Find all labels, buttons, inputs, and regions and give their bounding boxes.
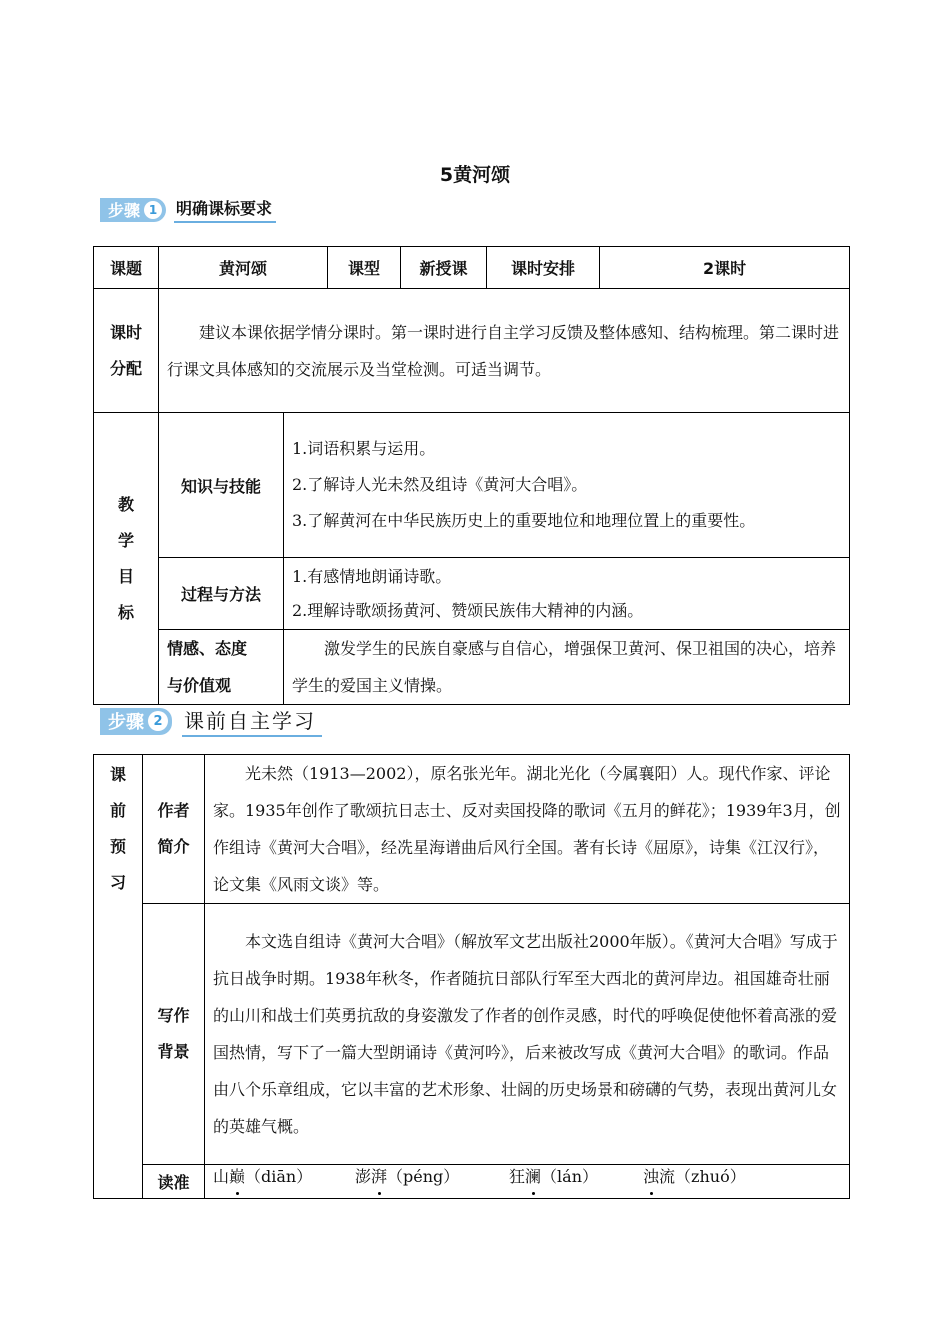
knowledge-item: 1.词语积累与运用。 <box>292 439 436 458</box>
allocation-header-line1: 课时 <box>109 322 142 342</box>
word-char: 山 <box>213 1167 230 1186</box>
author-paragraph: 光未然（1913—2002），原名张光年。湖北光化（今属襄阳）人。现代作家、评论家。1935年创作了歌颂抗日志士、反对卖国投降的歌词《五月的鲜花》；1939年3月，创作组诗《黄河大合唱》，经冼星海谱曲后风行全国。著有长诗《屈原》，诗集《江汉行》，论文集《风雨文谈》等。 <box>213 764 841 894</box>
word-pinyin: （péng） <box>387 1167 460 1186</box>
author-header <box>143 755 205 904</box>
process-content <box>284 558 850 630</box>
step-number: 1 <box>144 201 162 219</box>
schedule-value: 2课时 <box>600 247 850 289</box>
emotion-content <box>284 630 850 705</box>
word-char: 澎 <box>355 1167 372 1186</box>
process-header: 过程与方法 <box>159 558 284 630</box>
topic-value: 黄河颂 <box>159 247 328 289</box>
knowledge-item: 3.了解黄河在中华民族历史上的重要地位和地理位置上的重要性。 <box>292 511 756 530</box>
preview-header <box>94 755 143 1199</box>
background-header <box>143 904 205 1165</box>
word-char-dotted: 浊 <box>643 1167 660 1186</box>
word-pinyin: （lán） <box>541 1167 598 1186</box>
word-char: 狂 <box>509 1167 526 1186</box>
allocation-paragraph: 建议本课依据学情分课时。第一课时进行自主学习反馈及整体感知、结构梳理。第二课时进行课文具体感知的交流展示及当堂检测。可适当调节。 <box>167 322 840 379</box>
step-badge-text: 步骤 <box>108 712 144 733</box>
topic-header: 课题 <box>94 247 159 289</box>
word-char-dotted: 巅 <box>229 1167 246 1186</box>
preview-header-char: 习 <box>109 873 126 892</box>
allocation-header-line2: 分配 <box>109 358 142 378</box>
author-intro <box>205 755 850 904</box>
type-value: 新授课 <box>401 247 487 289</box>
goals-header-char: 学 <box>117 530 134 550</box>
step-badge <box>100 198 166 222</box>
word-item <box>355 1167 509 1187</box>
step-1-header <box>100 196 276 223</box>
step-label: 明确课标要求 <box>174 196 276 223</box>
step-badge-text: 步骤 <box>108 201 141 220</box>
step-number: 2 <box>148 711 168 731</box>
step-badge <box>100 708 172 735</box>
type-header: 课型 <box>328 247 401 289</box>
author-header-line1: 作者 <box>157 801 190 820</box>
step-2-header <box>100 705 322 737</box>
word-item <box>643 1167 746 1187</box>
step-label: 课前自主学习 <box>182 705 322 737</box>
process-item: 2.理解诗歌颂扬黄河、赞颂民族伟大精神的内涵。 <box>292 600 644 620</box>
goals-header-char: 标 <box>117 602 134 622</box>
goals-header <box>94 413 159 705</box>
pronunciation-header: 读准 <box>143 1165 205 1199</box>
process-item: 1.有感情地朗诵诗歌。 <box>292 566 452 586</box>
emotion-paragraph: 激发学生的民族自豪感与自信心，增强保卫黄河、保卫祖国的决心，培养学生的爱国主义情操。 <box>292 639 837 695</box>
goals-header-char: 目 <box>117 566 134 586</box>
word-char: 流 <box>659 1167 676 1186</box>
knowledge-content <box>284 413 850 558</box>
word-pinyin: （zhuó） <box>675 1167 746 1186</box>
lesson-requirements-table <box>93 246 850 705</box>
schedule-header: 课时安排 <box>487 247 600 289</box>
emotion-header <box>159 630 284 705</box>
background-header-line1: 写作 <box>157 1006 190 1025</box>
page-title: 5黄河颂 <box>439 164 511 186</box>
word-char-dotted: 湃 <box>371 1167 388 1186</box>
background-paragraph: 本文选自组诗《黄河大合唱》（解放军文艺出版社2000年版）。《黄河大合唱》写成于抗日战争时期。1938年秋冬，作者随抗日部队行军至大西北的黄河岸边。祖国雄奇壮丽的山川和战士们英勇抗敌的身姿激发了作者的创作灵感，时代的呼唤促使他怀着高涨的爱国热情，写下了一篇大型朗诵诗《黄河吟》，后来被改写成《黄河大合唱》的歌词。作品由八个乐章组成，它以丰富的艺术形象、壮阔的历史场景和磅礴的气势，表现出黄河儿女的英雄气概。 <box>213 932 838 1136</box>
author-header-line2: 简介 <box>157 837 190 856</box>
allocation-header <box>94 289 159 413</box>
preview-header-char: 课 <box>109 765 126 784</box>
background-header-line2: 背景 <box>157 1042 190 1061</box>
goals-header-char: 教 <box>117 494 134 514</box>
emotion-header-line2: 与价值观 <box>167 676 232 695</box>
word-char-dotted: 澜 <box>525 1167 542 1186</box>
preview-header-char: 前 <box>109 801 126 820</box>
knowledge-item: 2.了解诗人光未然及组诗《黄河大合唱》。 <box>292 475 588 494</box>
word-item <box>213 1167 355 1187</box>
word-item <box>509 1167 643 1187</box>
pronunciation-words <box>205 1165 850 1199</box>
emotion-header-line1: 情感、态度 <box>167 639 248 658</box>
word-pinyin: （diān） <box>245 1167 313 1186</box>
knowledge-header: 知识与技能 <box>159 413 284 558</box>
preview-header-char: 预 <box>109 837 126 856</box>
preview-table <box>93 754 850 1199</box>
allocation-text <box>159 289 850 413</box>
writing-background <box>205 904 850 1165</box>
